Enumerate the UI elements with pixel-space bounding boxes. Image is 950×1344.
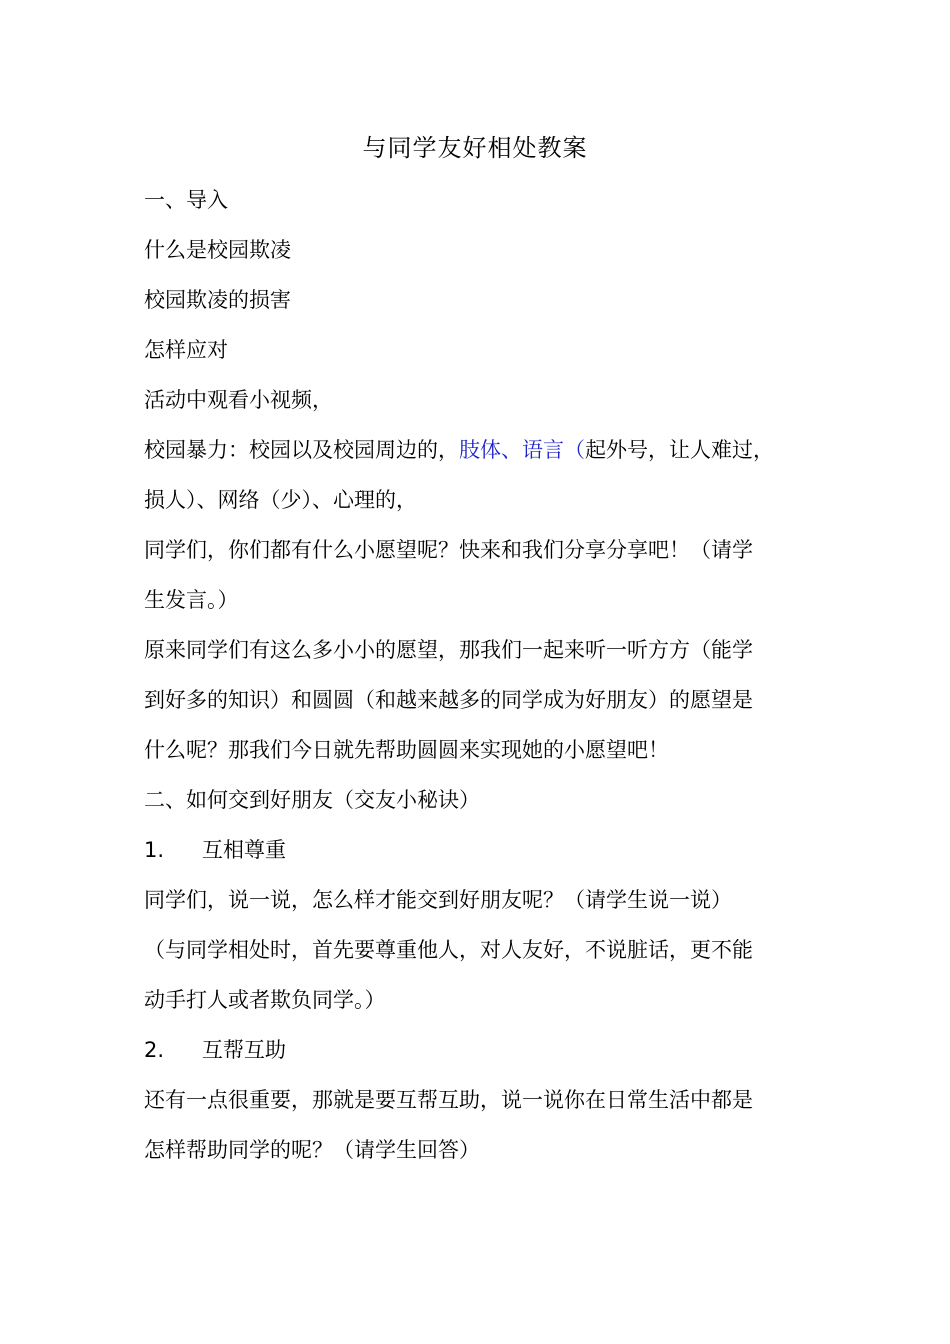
list-item [144, 1030, 824, 1080]
list-item-label: 互帮互助 [202, 1038, 286, 1062]
highlighted-text: 肢体、语言（ [459, 438, 585, 462]
paragraph-line: 同学们，说一说，怎么样才能交到好朋友呢？（请学生说一说） [144, 888, 732, 912]
document-body [144, 180, 824, 1180]
paragraph-line [144, 430, 824, 480]
paragraph-line: 生发言。） [144, 588, 239, 612]
paragraph-line: 到好多的知识）和圆圆（和越来越多的同学成为好朋友）的愿望是 [144, 688, 753, 712]
document-title: 与同学友好相处教案 [362, 134, 588, 162]
list-number: 1. [144, 838, 165, 862]
text-segment: 校园暴力：校园以及校园周边的， [144, 438, 459, 462]
paragraph-line: 校园欺凌的损害 [144, 288, 291, 312]
paragraph-line: 什么呢？那我们今日就先帮助圆圆来实现她的小愿望吧！ [144, 738, 669, 762]
section-heading-friends: 二、如何交到好朋友（交友小秘诀） [144, 788, 480, 812]
text-segment: 起外号，让人难过， [585, 438, 774, 462]
list-item-label: 互相尊重 [202, 838, 286, 862]
list-number: 2. [144, 1038, 165, 1062]
section-heading-intro: 一、导入 [144, 188, 228, 212]
paragraph-line: 怎样帮助同学的呢？（请学生回答） [144, 1138, 480, 1162]
paragraph-line: 动手打人或者欺负同学。） [144, 988, 386, 1012]
paragraph-line: 活动中观看小视频， [144, 388, 333, 412]
paragraph-line: 原来同学们有这么多小小的愿望，那我们一起来听一听方方（能学 [144, 638, 753, 662]
paragraph-line: 同学们，你们都有什么小愿望呢？快来和我们分享分享吧！（请学 [144, 538, 753, 562]
paragraph-line: （与同学相处时，首先要尊重他人，对人友好，不说脏话，更不能 [144, 938, 753, 962]
list-item [144, 830, 824, 880]
paragraph-line: 什么是校园欺凌 [144, 238, 291, 262]
paragraph-line: 怎样应对 [144, 338, 228, 362]
paragraph-line: 损人）、网络（少）、心理的， [144, 488, 417, 512]
paragraph-line: 还有一点很重要，那就是要互帮互助，说一说你在日常生活中都是 [144, 1088, 753, 1112]
